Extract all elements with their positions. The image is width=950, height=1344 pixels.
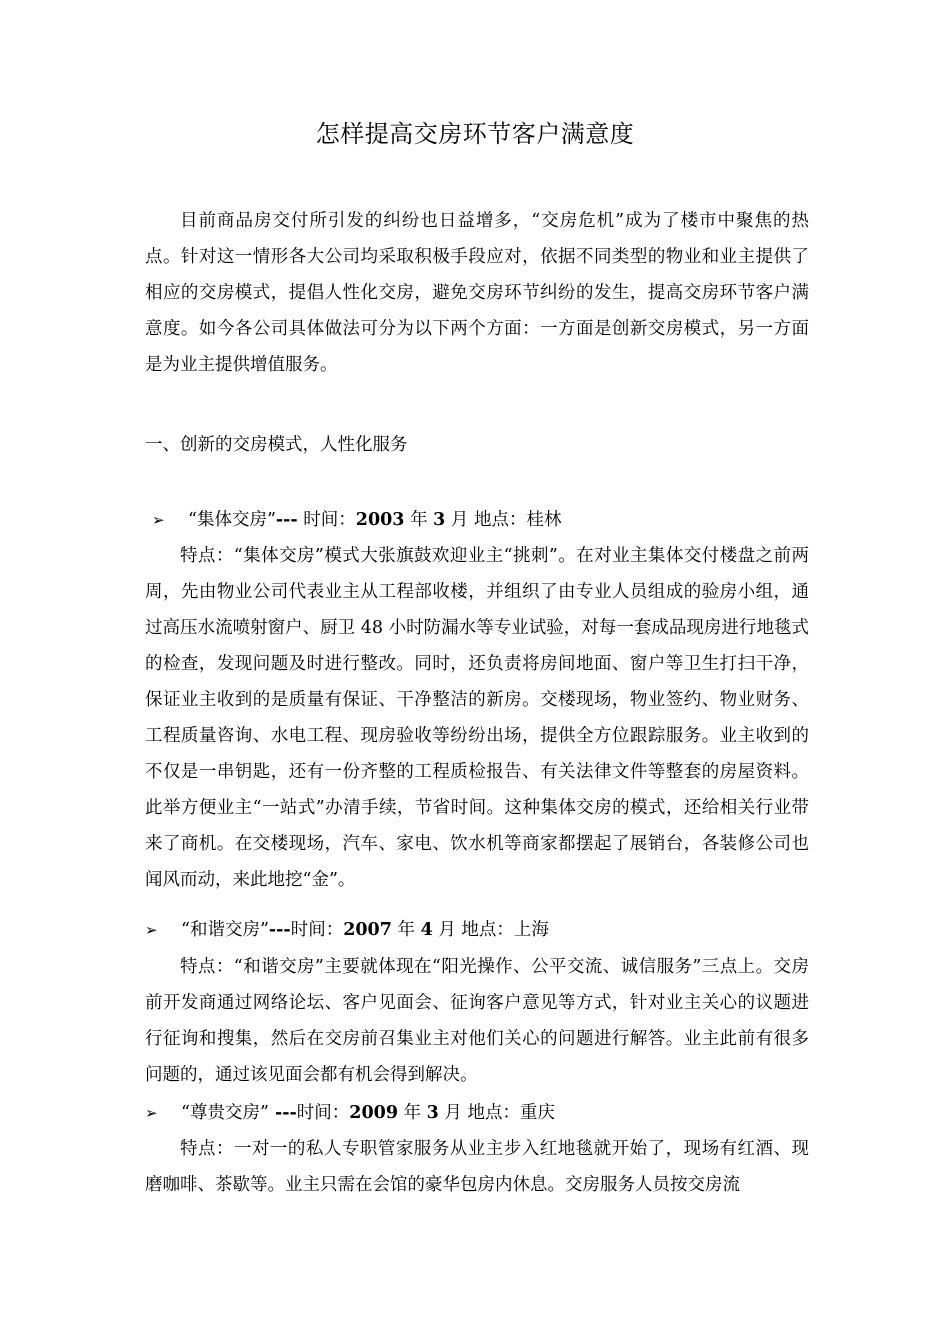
item-time-label: 时间：: [297, 510, 356, 530]
item-year: 2009: [349, 1103, 399, 1123]
document-title: 怎样提高交房环节客户满意度: [315, 120, 635, 148]
item-heading-collective: [152, 502, 816, 538]
arrow-bullet-icon: ➢: [152, 511, 165, 529]
item-name: “和谐交房”: [181, 920, 269, 940]
item-year: 2007: [343, 920, 392, 940]
item-body-harmony: 特点：“和谐交房”主要就体现在“阳光操作、公平交流、诚信服务”三点上。交房前开发商通过网络论坛、客户见面会、征询客户意见等方式，针对业主关心的议题进行征询和搜集，然后在交房前召集业主对他们关心的问题进行解答。业主此前有很多问题的，通过该见面会都有机会得到解决。: [145, 957, 809, 1085]
item-body-collective: 特点：“集体交房”模式大张旗鼓欢迎业主“挑刺”。在对业主集体交付楼盘之前两周，先由物业公司代表业主从工程部收楼，并组织了由专业人员组成的验房小组，通过高压水流喷射窗户、厨卫 48 小时防漏水等专业试验，对每一套成品现房进行地毯式的检查，发现问题及时进行整改。同时，还负责将房间地面、窗户等卫生打扫干净，保证业主收到的是质量有保证、干净整洁的新房。交楼现场，物业签约、物业财务、工程质量咨询、水电工程、现房验收等纷纷出场，提供全方位跟踪服务。业主收到的不仅是一串钥匙，还有一份齐整的工程质检报告、有关法律文件等整套的房屋资料。此举方便业主“一站式”办清手续，节省时间。这种集体交房的模式，还给相关行业带来了商机。在交楼现场，汽车、家电、饮水机等商家都摆起了展销台，各装修公司也闻风而动，来此地挖“金”。: [145, 546, 809, 890]
item-month: 4: [420, 920, 433, 940]
item-name: “集体交房”: [188, 510, 276, 530]
item-month-unit: 月 地点：: [432, 920, 514, 940]
item-heading-harmony: [145, 912, 809, 948]
item-year: 2003: [355, 510, 405, 530]
item-month-unit: 月 地点：: [438, 1103, 520, 1123]
section-heading: 一、创新的交房模式，人性化服务: [145, 435, 408, 455]
item-month: 3: [433, 510, 446, 530]
item-dash: ---: [275, 510, 298, 530]
item-time-label: 时间：: [296, 1103, 350, 1123]
item-place: 重庆: [519, 1103, 555, 1123]
item-month: 3: [426, 1103, 439, 1123]
item-place: 上海: [513, 920, 549, 940]
item-heading-noble: [145, 1095, 809, 1131]
item-year-unit: 年: [404, 510, 434, 530]
item-place: 桂林: [526, 510, 562, 530]
item-dash: ---: [268, 920, 291, 940]
item-body-noble: 特点：一对一的私人专职管家服务从业主步入红地毯就开始了，现场有红酒、现磨咖啡、茶歇等。业主只需在会馆的豪华包房内休息。交房服务人员按交房流: [145, 1139, 809, 1195]
intro-paragraph: 目前商品房交付所引发的纠纷也日益增多，“交房危机”成为了楼市中聚焦的热点。针对这一情形各大公司均采取积极手段应对，依据不同类型的物业和业主提供了相应的交房模式，提倡人性化交房，避免交房环节纠纷的发生，提高交房环节客户满意度。如今各公司具体做法可分为以下两个方面：一方面是创新交房模式，另一方面是为业主提供增值服务。: [145, 211, 809, 375]
arrow-bullet-icon: ➢: [145, 921, 158, 939]
item-time-label: 时间：: [290, 920, 344, 940]
item-name: “尊贵交房”: [181, 1103, 269, 1123]
item-month-unit: 月 地点：: [445, 510, 527, 530]
item-year-unit: 年: [391, 920, 421, 940]
item-year-unit: 年: [398, 1103, 427, 1123]
arrow-bullet-icon: ➢: [145, 1104, 158, 1122]
item-dash: ---: [268, 1103, 297, 1123]
